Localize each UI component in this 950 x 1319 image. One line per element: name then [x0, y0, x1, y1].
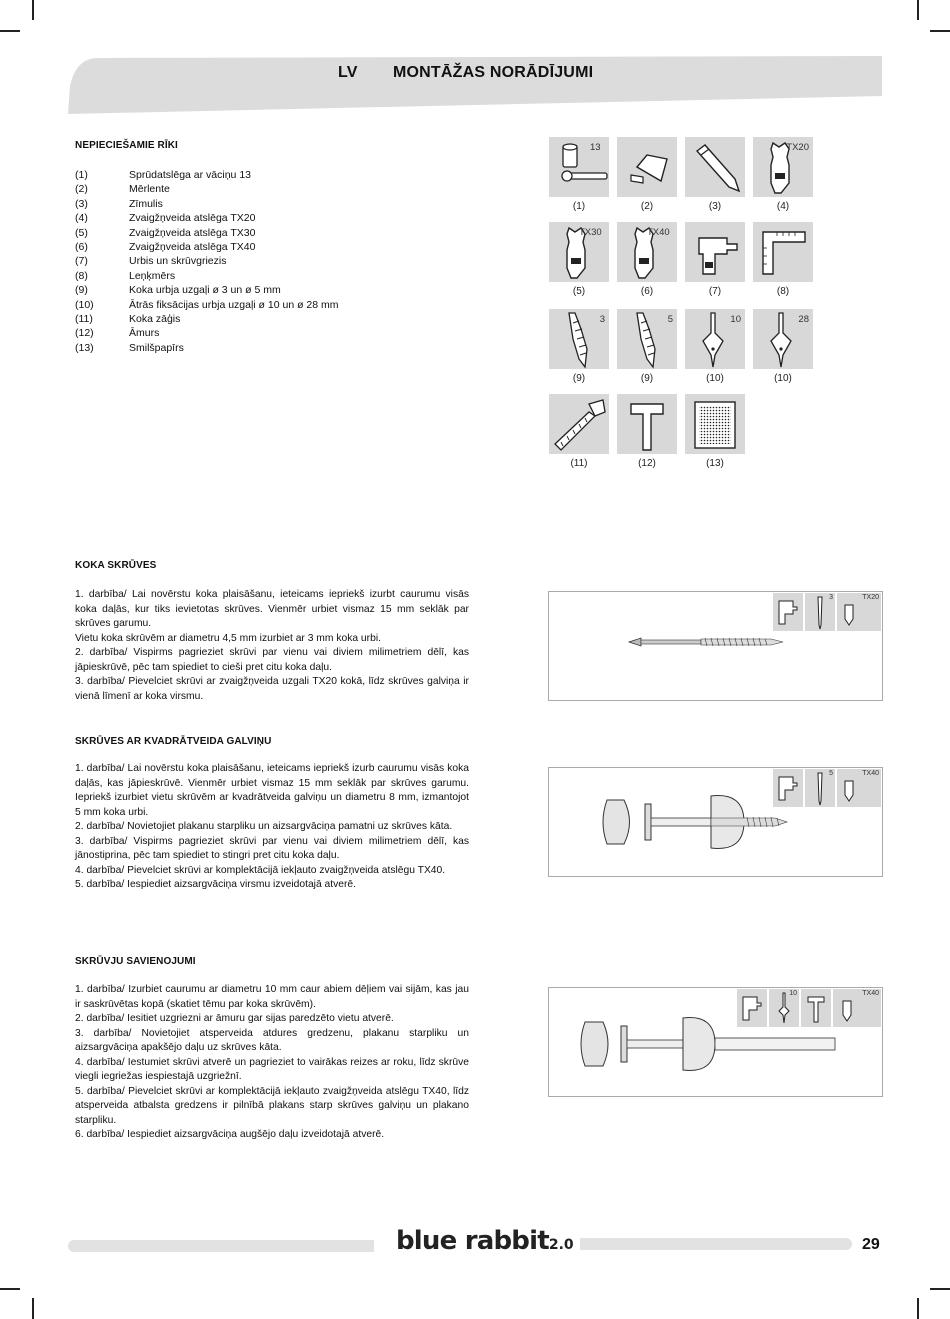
mini-tag: TX20	[862, 594, 879, 601]
crop-mark	[0, 30, 20, 32]
tool-tag: 13	[590, 142, 601, 153]
square-screws-step: 4. darbība/ Pievelciet skrūvi ar komplektācijā iekļauto zvaigžņveida atslēgu TX40.	[75, 864, 446, 876]
crop-mark	[32, 1298, 34, 1319]
crop-mark	[917, 1298, 919, 1319]
tool-caption: (3)	[708, 201, 722, 212]
square-ruler-icon	[753, 222, 813, 282]
pencil-icon	[685, 137, 745, 197]
tool-caption: (6)	[640, 286, 654, 297]
tool-label: Sprūdatslēga ar vāciņu 13	[129, 169, 251, 181]
mini-torx-tile	[833, 989, 881, 1027]
tool-caption: (5)	[572, 286, 586, 297]
tool-tag: TX40	[647, 227, 670, 238]
tool-label: Smilšpapīrs	[129, 341, 184, 354]
tool-tile	[617, 137, 677, 197]
mini-tag: TX40	[862, 990, 879, 997]
tool-tile	[549, 222, 609, 282]
mini-tag: 10	[789, 990, 797, 997]
tool-number: (4)	[75, 212, 88, 225]
tool-tag: 10	[730, 314, 741, 325]
power-drill-icon	[685, 222, 745, 282]
tool-tile	[549, 137, 609, 197]
tool-caption: (1)	[572, 201, 586, 212]
joints-step: 1. darbība/ Izurbiet caurumu ar diametru 10 mm caur abiem dēļiem vai sijām, kas jau ir saskrūvētas kopā (skatiet tēmu par koka skrūvēm).	[75, 984, 469, 1010]
tool-label: Zvaigžņveida atslēga TX20	[129, 212, 256, 225]
crop-mark	[0, 1288, 20, 1290]
joint-illustration	[548, 987, 883, 1097]
tool-number: (3)	[75, 197, 88, 210]
tool-list-item	[75, 240, 339, 254]
tool-label: Zīmulis	[129, 197, 163, 210]
tool-caption: (11)	[570, 458, 588, 469]
mini-drill-tile	[737, 989, 767, 1027]
tool-number: (11)	[75, 313, 93, 326]
header-lang: LV	[338, 64, 358, 81]
tool-caption: (13)	[706, 458, 724, 469]
joints-step: 4. darbība/ Iestumiet skrūvi atverē un pagrieziet to vairākas reizes ar roku, līdz skrūve viegli iegriežas iespiestajā uzgriežnī.	[75, 1056, 469, 1082]
square-screws-text	[75, 762, 469, 893]
tool-tile	[549, 309, 609, 369]
tool-tile	[549, 394, 609, 454]
tool-label: Zvaigžņveida atslēga TX40	[129, 241, 256, 254]
tool-list-item	[75, 226, 339, 240]
joints-step: 3. darbība/ Novietojiet atsperveida atdures gredzenu, plakanu starpliku un aizsargvāciņa apakšējo daļu uz skrūves kāta.	[75, 1027, 469, 1053]
tool-number: (5)	[75, 226, 88, 239]
tool-tile	[685, 394, 745, 454]
tool-tag: TX30	[579, 227, 602, 238]
tool-number: (10)	[75, 298, 94, 311]
tool-tile	[685, 137, 745, 197]
tool-tile	[753, 137, 813, 197]
brand-name: blue rabbit	[396, 1226, 549, 1256]
tool-list-item	[75, 211, 339, 225]
tool-tag: 28	[798, 314, 809, 325]
square-screw-illustration	[548, 767, 883, 877]
tool-number: (13)	[75, 341, 94, 354]
wood-screw-illustration	[548, 591, 883, 701]
tool-number: (1)	[75, 169, 88, 181]
tool-list-item	[75, 326, 339, 340]
tool-tile	[685, 222, 745, 282]
mini-spade-bit-tile	[769, 989, 799, 1027]
tool-caption: (9)	[572, 373, 586, 384]
square-screws-step: 5. darbība/ Iespiediet aizsargvāciņa virsmu izveidotajā atverē.	[75, 879, 357, 890]
sandpaper-icon	[685, 394, 745, 454]
crop-mark	[930, 1288, 950, 1290]
hammer-icon	[617, 394, 677, 454]
tool-label: Ātrās fiksācijas urbja uzgaļi ø 10 un ø 28 mm	[129, 298, 339, 311]
header-title: MONTĀŽAS NORĀDĪJUMI	[393, 64, 594, 81]
tool-tag: TX20	[786, 142, 809, 153]
tool-tile	[617, 309, 677, 369]
wood-screws-step: 1. darbība/ Lai novērstu koka plaisāšanu, ieteicams iepriekš izurbt caurumu visās koka daļās, kur tiks ievietotas skrūves. Vienmēr urbiet vismaz 15 mm seklāk par skrūves garumu.	[75, 589, 469, 629]
tool-list-item	[75, 197, 339, 211]
wood-screws-text	[75, 588, 469, 704]
joints-step: 5. darbība/ Pievelciet skrūvi ar komplektācijā iekļauto zvaigžņveida atslēgu TX40, līdz atsperveida atbalsta gredzens ir pilnībā plakans starp skrūves galviņu un plakano starpliku.	[75, 1085, 469, 1126]
tool-number: (7)	[75, 255, 88, 268]
tool-list-item	[75, 168, 339, 182]
tool-number: (12)	[75, 327, 94, 340]
tool-label: Koka zāģis	[129, 313, 181, 326]
tool-tile	[685, 309, 745, 369]
tool-label: Leņķmērs	[129, 269, 176, 282]
brand-logo	[396, 1226, 574, 1256]
wood-screws-note: Vietu koka skrūvēm ar diametru 4,5 mm izurbiet ar 3 mm koka urbi.	[75, 632, 381, 644]
tool-number: (8)	[75, 269, 88, 282]
crop-mark	[930, 30, 950, 32]
square-screws-step: 2. darbība/ Novietojiet plakanu starpliku un aizsargvāciņa pamatni uz skrūves kāta.	[75, 821, 453, 832]
crop-mark	[32, 0, 34, 20]
tool-tile	[617, 394, 677, 454]
tool-label: Zvaigžņveida atslēga TX30	[129, 226, 256, 239]
tool-label: Mērlente	[129, 183, 170, 196]
mini-hammer-tile	[801, 989, 831, 1027]
tool-label: Koka urbja uzgaļi ø 3 un ø 5 mm	[129, 284, 281, 297]
hand-saw-icon	[549, 394, 609, 454]
tool-caption: (10)	[774, 373, 792, 384]
tool-caption: (8)	[776, 286, 790, 297]
footer-bar-right	[580, 1238, 852, 1250]
wood-screws-step: 3. darbība/ Pievelciet skrūvi ar zvaigžņveida uzgali TX20 kokā, līdz skrūves galviņa ir vienā līmenī ar koka virsmu.	[75, 676, 469, 702]
tool-tile	[617, 222, 677, 282]
tool-number: (9)	[75, 284, 88, 297]
mini-torx-tile	[837, 769, 881, 807]
tool-list-item	[75, 269, 339, 283]
tool-tag: 3	[599, 314, 605, 325]
mini-drill-tile	[773, 769, 803, 807]
tool-list-item	[75, 312, 339, 326]
wood-screws-title: KOKA SKRŪVES	[75, 560, 157, 571]
tool-number: (2)	[75, 183, 88, 196]
crop-mark	[917, 0, 919, 20]
brand-version: 2.0	[548, 1237, 574, 1253]
mini-tag: 3	[829, 594, 833, 601]
tool-tile	[753, 222, 813, 282]
tool-caption: (10)	[706, 373, 724, 384]
tool-caption: (7)	[708, 286, 722, 297]
mini-drill-tile	[773, 593, 803, 631]
tool-label: Āmurs	[129, 327, 160, 340]
tool-list-item	[75, 182, 339, 196]
square-screws-title: SKRŪVES AR KVADRĀTVEIDA GALVIŅU	[75, 736, 272, 747]
joints-step: 6. darbība/ Iespiediet aizsargvāciņa augšējo daļu izveidotajā atverē.	[75, 1129, 385, 1140]
mini-tag: 5	[829, 770, 833, 777]
tool-tag: 5	[667, 314, 673, 325]
page-number: 29	[862, 1236, 880, 1253]
tool-caption: (12)	[638, 458, 656, 469]
tool-tile	[753, 309, 813, 369]
mini-tag: TX40	[862, 770, 879, 777]
tool-list-item	[75, 254, 339, 268]
tool-label: Urbis un skrūvgriezis	[129, 255, 227, 268]
tool-list-item	[75, 283, 339, 297]
joints-step: 2. darbība/ Iesitiet uzgriezni ar āmuru gar sijas paredzēto vietu atverē.	[75, 1013, 394, 1024]
mini-bit-tile	[805, 769, 835, 807]
tool-number: (6)	[75, 241, 88, 254]
wood-screws-step: 2. darbība/ Vispirms pagrieziet skrūvi par vienu vai diviem milimetriem dēlī, kas jāpieskrūvē, pēc tam spiediet to cieši pret citu koka daļu.	[75, 647, 469, 673]
mini-torx-tile	[837, 593, 881, 631]
tools-list	[75, 168, 339, 355]
tool-caption: (4)	[776, 201, 790, 212]
joints-text	[75, 983, 469, 1143]
square-screws-step: 1. darbība/ Lai novērstu koka plaisāšanu, ieteicams iepriekš izurb caurumu visās koka daļās, kas jāpieskrūvē. Vienmēr urbiet vismaz 15 mm seklāk par skrūves garumu. Iepriekš izurbiet vietu skrūvēm ar kvadrātveida galviņu un diametru 8 mm, izmantojot 5 mm koka urbi.	[75, 763, 469, 818]
tools-section-title: NEPIECIEŠAMIE RĪKI	[75, 140, 178, 151]
tool-caption: (9)	[640, 373, 654, 384]
joints-title: SKRŪVJU SAVIENOJUMI	[75, 956, 196, 967]
tool-list-item	[75, 341, 339, 355]
mini-bit-tile	[805, 593, 835, 631]
tool-caption: (2)	[640, 201, 654, 212]
tool-list-item	[75, 298, 339, 312]
square-screws-step: 3. darbība/ Vispirms pagrieziet skrūvi par vienu vai diviem milimetriem dēlī, kas jānostiprina, pēc tam spiediet to stingri pret citu koka daļu.	[75, 835, 469, 861]
measuring-tape-icon	[617, 137, 677, 197]
footer-bar-left	[68, 1240, 374, 1252]
